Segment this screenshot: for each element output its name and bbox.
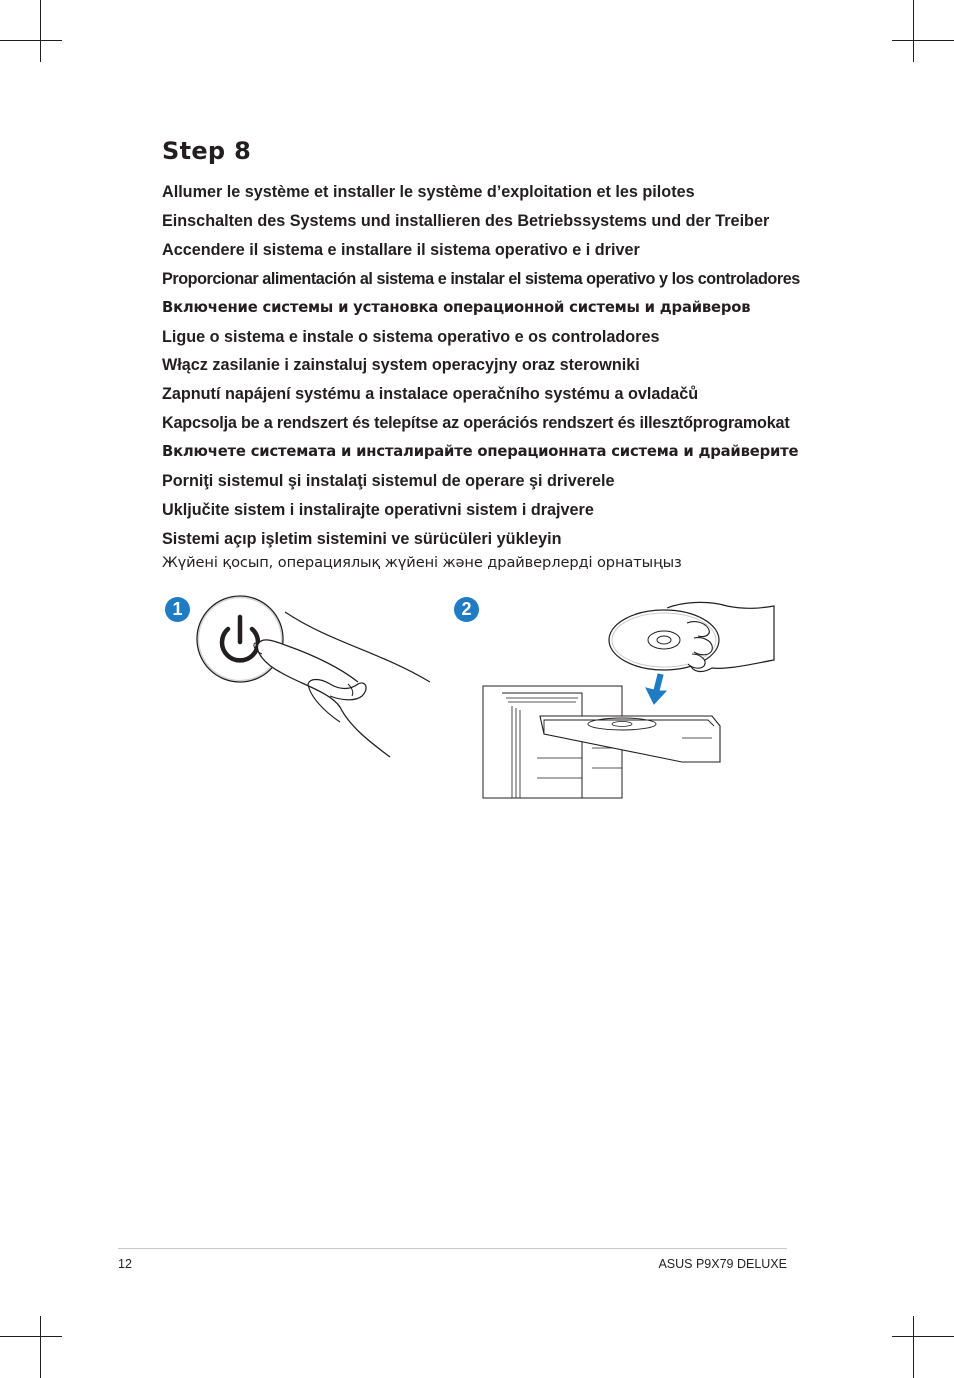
power-button-press-illustration [190, 592, 435, 762]
step-1-badge: 1 [165, 597, 190, 622]
step-2-badge: 2 [454, 597, 479, 622]
crop-mark-top-left-h [0, 40, 62, 41]
instruction-romanian: Porniţi sistemul şi instalaţi sistemul de operare şi driverele [162, 472, 615, 491]
instruction-russian: Включение системы и установка операционной системы и драйверов [162, 298, 751, 316]
instruction-french: Allumer le système et installer le système d’exploitation et les pilotes [162, 183, 695, 201]
instruction-portuguese: Ligue o sistema e instale o sistema operativo e os controladores [162, 327, 660, 346]
crop-mark-bottom-left-v [40, 1316, 41, 1378]
instruction-serbian: Uključite sistem i instalirajte operativni sistem i drajvere [162, 500, 594, 519]
instruction-hungarian: Kapcsolja be a rendszert és telepítse az operációs rendszert és illesztőprogramokat [162, 414, 790, 433]
instruction-german: Einschalten des Systems und installieren des Betriebssystems und der Treiber [162, 211, 770, 230]
footer-rule [118, 1248, 787, 1249]
instruction-czech: Zapnutí napájení systému a instalace operačního systému a ovladačů [162, 385, 699, 404]
instruction-bulgarian: Включете системата и инсталирайте операционната система и драйверите [162, 443, 799, 461]
crop-mark-bottom-right-v [913, 1316, 914, 1378]
crop-mark-top-left-v [40, 0, 41, 62]
product-name: ASUS P9X79 DELUXE [658, 1257, 787, 1271]
crop-mark-top-right-v [913, 0, 914, 62]
crop-mark-bottom-right-h [892, 1336, 954, 1337]
instruction-polish: Włącz zasilanie i zainstaluj system operacyjny oraz sterowniki [162, 356, 640, 375]
instruction-turkish: Sistemi açıp işletim sistemini ve sürücüleri yükleyin [162, 529, 562, 548]
instruction-kazakh: Жүйені қосып, операциялық жүйені және драйверлерді орнатыңыз [162, 553, 682, 571]
instruction-spanish: Proporcionar alimentación al sistema e instalar el sistema operativo y los controladores [162, 269, 800, 288]
crop-mark-bottom-left-h [0, 1336, 62, 1337]
optical-drive-disc-insert-illustration [482, 598, 777, 800]
crop-mark-top-right-h [892, 40, 954, 41]
instruction-list [162, 178, 862, 572]
page-number: 12 [118, 1257, 132, 1271]
instruction-italian: Accendere il sistema e installare il sistema operativo e i driver [162, 240, 640, 259]
step-heading: Step 8 [162, 137, 252, 165]
